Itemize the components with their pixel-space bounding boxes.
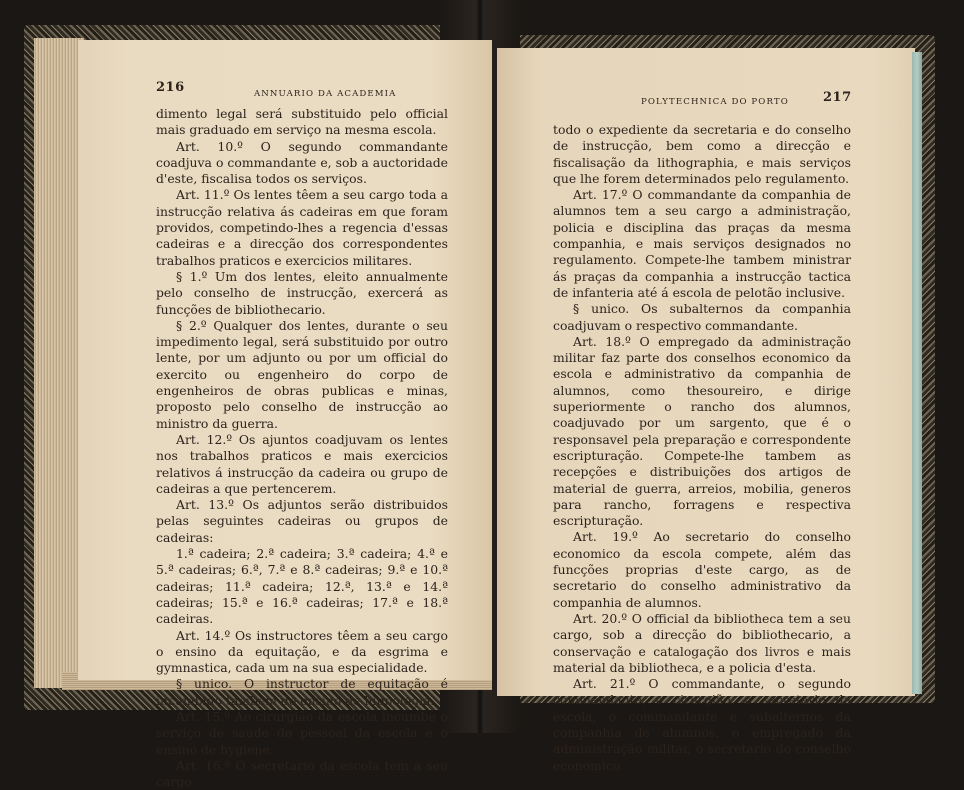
page-edges-left [34, 38, 84, 688]
page-number: 216 [156, 80, 185, 95]
paragraph: § 2.º Qualquer dos lentes, durante o seu impedimento legal, será substituido por outro lente, por um adjunto ou por um official do exercito ou engenheiro do corpo de engenheiros de obras publicas e minas, proposto pelo conselho de instrucção ao ministro da guerra. [156, 317, 448, 431]
paragraph: dimento legal será substituido pelo official mais graduado em serviço na mesma escola. [156, 106, 448, 138]
page-edge-right [912, 52, 922, 694]
paragraph: Art. 18.º O empregado da administração militar faz parte dos conselhos economico da escola e administrativo da companhia de alumnos, como thesoureiro, e dirige superiormente o rancho dos alumnos, coadjuvado por um sargento, que é o responsavel pela preparação e correspondente escripturação. Compete-lhe tambem as recepções e distribuições dos artigos de material de guerra, arreios, mobilia, generos para rancho, forragens e respectiva escripturação. [553, 333, 851, 529]
left-page-body [156, 106, 448, 790]
paragraph: Art. 20.º O official da bibliotheca tem a seu cargo, sob a direcção do bibliothecario, a conservação e catalogação dos livros e mais material da bibliotheca, e a policia d'esta. [553, 610, 851, 675]
paragraph: Art. 17.º O commandante da companhia de alumnos tem a seu cargo a administração, policia e disciplina das praças da mesma companhia, e mais serviços designados no regulamento. Compete-lhe tambem ministrar ás praças da companhia a instrucção tactica de infanteria até á escola de pelotão inclusive. [553, 187, 851, 300]
paragraph: Art. 11.º Os lentes têem a seu cargo toda a instrucção relativa ás cadeiras em que foram providos, competindo-lhes a regencia d'essas cadeiras e a direcção dos correspondentes trabalhos praticos e exercicios militares. [156, 187, 448, 268]
paragraph: § 1.º Um dos lentes, eleito annualmente pelo conselho de instrucção, exercerá as funcções de bibliothecario. [156, 268, 448, 317]
paragraph: Art. 16.º O secretario da escola tem a seu cargo [156, 757, 448, 790]
running-head: POLYTECHNICA DO PORTO [641, 97, 789, 107]
paragraph: Art. 15.º Ao cirurgião da escola incumbe o serviço de saude do pessoal da escola e o ensino de hygiene. [156, 708, 448, 757]
paragraph: Art. 10.º O segundo commandante coadjuva o commandante e, sob a auctoridade d'este, fiscalisa todos os serviços. [156, 138, 448, 187]
paragraph: Art. 14.º Os instructores têem a seu cargo o ensino da equitação, e da esgrima e gymnastica, cada um na sua especialidade. [156, 627, 448, 676]
paragraph: 1.ª cadeira; 2.ª cadeira; 3.ª cadeira; 4.ª e 5.ª cadeiras; 6.ª, 7.ª e 8.ª cadeiras; 9.ª e 10.ª cadeiras; 11.ª cadeira; 12.ª, 13.ª e 14.ª cadeiras; 15.ª e 16.ª cadeiras; 17.ª e 18.ª cadeiras. [156, 546, 448, 627]
right-page-body [553, 122, 851, 774]
paragraph: Art. 21.º O commandante, o segundo commandante, o cirurgião, o secretario da escola, o commandante e subalternos da companhia de alumnos, o empregado da administração militar, o secretario do conselho economico [553, 676, 851, 773]
paragraph: todo o expediente da secretaria e do conselho de instrucção, bem como a direcção e fiscalisação da lithographia, e mais serviços que lhe forem determinados pelo regulamento. [553, 122, 851, 186]
running-head: ANNUARIO DA ACADEMIA [254, 89, 397, 99]
paragraph: Art. 12.º Os ajuntos coadjuvam os lentes nos trabalhos praticos e mais exercicios relativos á instrucção da cadeira ou grupo de cadeiras a que pertencerem. [156, 431, 448, 496]
paragraph: Art. 13.º Os adjuntos serão distribuidos pelas seguintes cadeiras ou grupos de cadeiras: [156, 497, 448, 545]
left-page [78, 40, 492, 790]
page-number: 217 [823, 90, 852, 105]
paragraph: § unico. O instructor de equitação é incumbido tambem do ensino de hippologia. [156, 676, 448, 708]
paragraph: § unico. Os subalternos da companhia coadjuvam o respectivo commandante. [553, 301, 851, 333]
paragraph: Art. 19.º Ao secretario do conselho economico da escola compete, além das funcções proprias d'este cargo, as de secretario do conselho administrativo da companhia de alumnos. [553, 529, 851, 610]
right-page [497, 48, 915, 773]
